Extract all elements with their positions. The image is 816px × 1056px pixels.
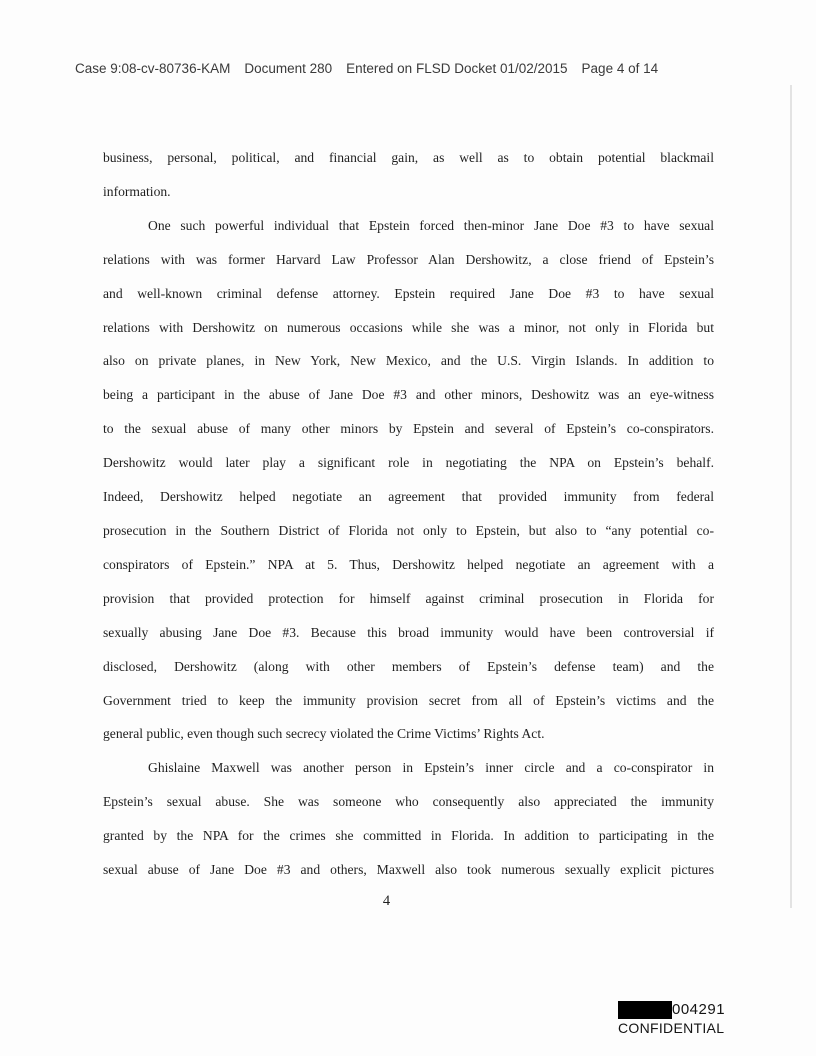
text-line: Epstein’s sexual abuse. She was someone who consequently also appreciated the immunity — [103, 794, 714, 810]
text-line: relations with was former Harvard Law Professor Alan Dershowitz, a close friend of Epstein’s — [103, 251, 714, 267]
text-line: disclosed, Dershowitz (along with other members of Epstein’s defense team) and the — [103, 658, 714, 674]
docket-entry-date: Entered on FLSD Docket 01/02/2015 — [346, 61, 568, 76]
page-number — [103, 893, 714, 910]
text-line: provision that provided protection for himself against criminal prosecution in Florida for — [103, 590, 714, 606]
text-line: business, personal, political, and financial gain, as well as to obtain potential blackmail — [103, 150, 714, 165]
text-line: Dershowitz would later play a significant role in negotiating the NPA on Epstein’s behalf. — [103, 455, 714, 471]
text-line: information. — [103, 183, 171, 199]
text-line: and well-known criminal defense attorney. Epstein required Jane Doe #3 to have sexual — [103, 285, 714, 301]
bates-stamp — [618, 1001, 725, 1037]
case-number: Case 9:08-cv-80736-KAM — [75, 61, 231, 76]
text-line: sexual abuse of Jane Doe #3 and others, Maxwell also took numerous sexually explicit pictures — [103, 862, 714, 878]
text-line: sexually abusing Jane Doe #3. Because this broad immunity would have been controversial if — [103, 624, 714, 640]
text-line: to the sexual abuse of many other minors by Epstein and several of Epstein’s co-conspirators. — [103, 421, 714, 437]
text-line: Ghislaine Maxwell was another person in Epstein’s inner circle and a co-conspirator in — [148, 760, 714, 776]
text-line: Government tried to keep the immunity provision secret from all of Epstein’s victims and the — [103, 692, 714, 708]
text-line: granted by the NPA for the crimes she committed in Florida. In addition to participating in the — [103, 828, 714, 844]
text-line: One such powerful individual that Epstein forced then-minor Jane Doe #3 to have sexual — [148, 217, 714, 233]
document-body — [103, 141, 714, 887]
text-line: Indeed, Dershowitz helped negotiate an agreement that provided immunity from federal — [103, 489, 714, 505]
document-number: Document 280 — [244, 61, 333, 76]
text-line: also on private planes, in New York, New Mexico, and the U.S. Virgin Islands. In addition to — [103, 353, 714, 369]
text-line: being a participant in the abuse of Jane Doe #3 and other minors, Deshowitz was an eye-witness — [103, 387, 714, 403]
text-line: relations with Dershowitz on numerous occasions while she was a minor, not only in Florida but — [103, 319, 714, 335]
text-line: general public, even though such secrecy violated the Crime Victims’ Rights Act. — [103, 726, 545, 742]
redaction-bar — [618, 1001, 672, 1019]
page-number-value: 4 — [382, 893, 391, 909]
text-line: conspirators of Epstein.” NPA at 5. Thus, Dershowitz helped negotiate an agreement with a — [103, 556, 714, 572]
bates-number: 004291 — [672, 1001, 726, 1018]
bates-row — [618, 1001, 725, 1019]
text-line: prosecution in the Southern District of Florida not only to Epstein, but also to “any potential co- — [103, 522, 714, 538]
ecf-header-stamp — [75, 61, 658, 77]
scan-edge-artifact — [790, 85, 792, 908]
page-indicator: Page 4 of 14 — [581, 61, 659, 76]
confidential-label: CONFIDENTIAL — [618, 1020, 725, 1036]
